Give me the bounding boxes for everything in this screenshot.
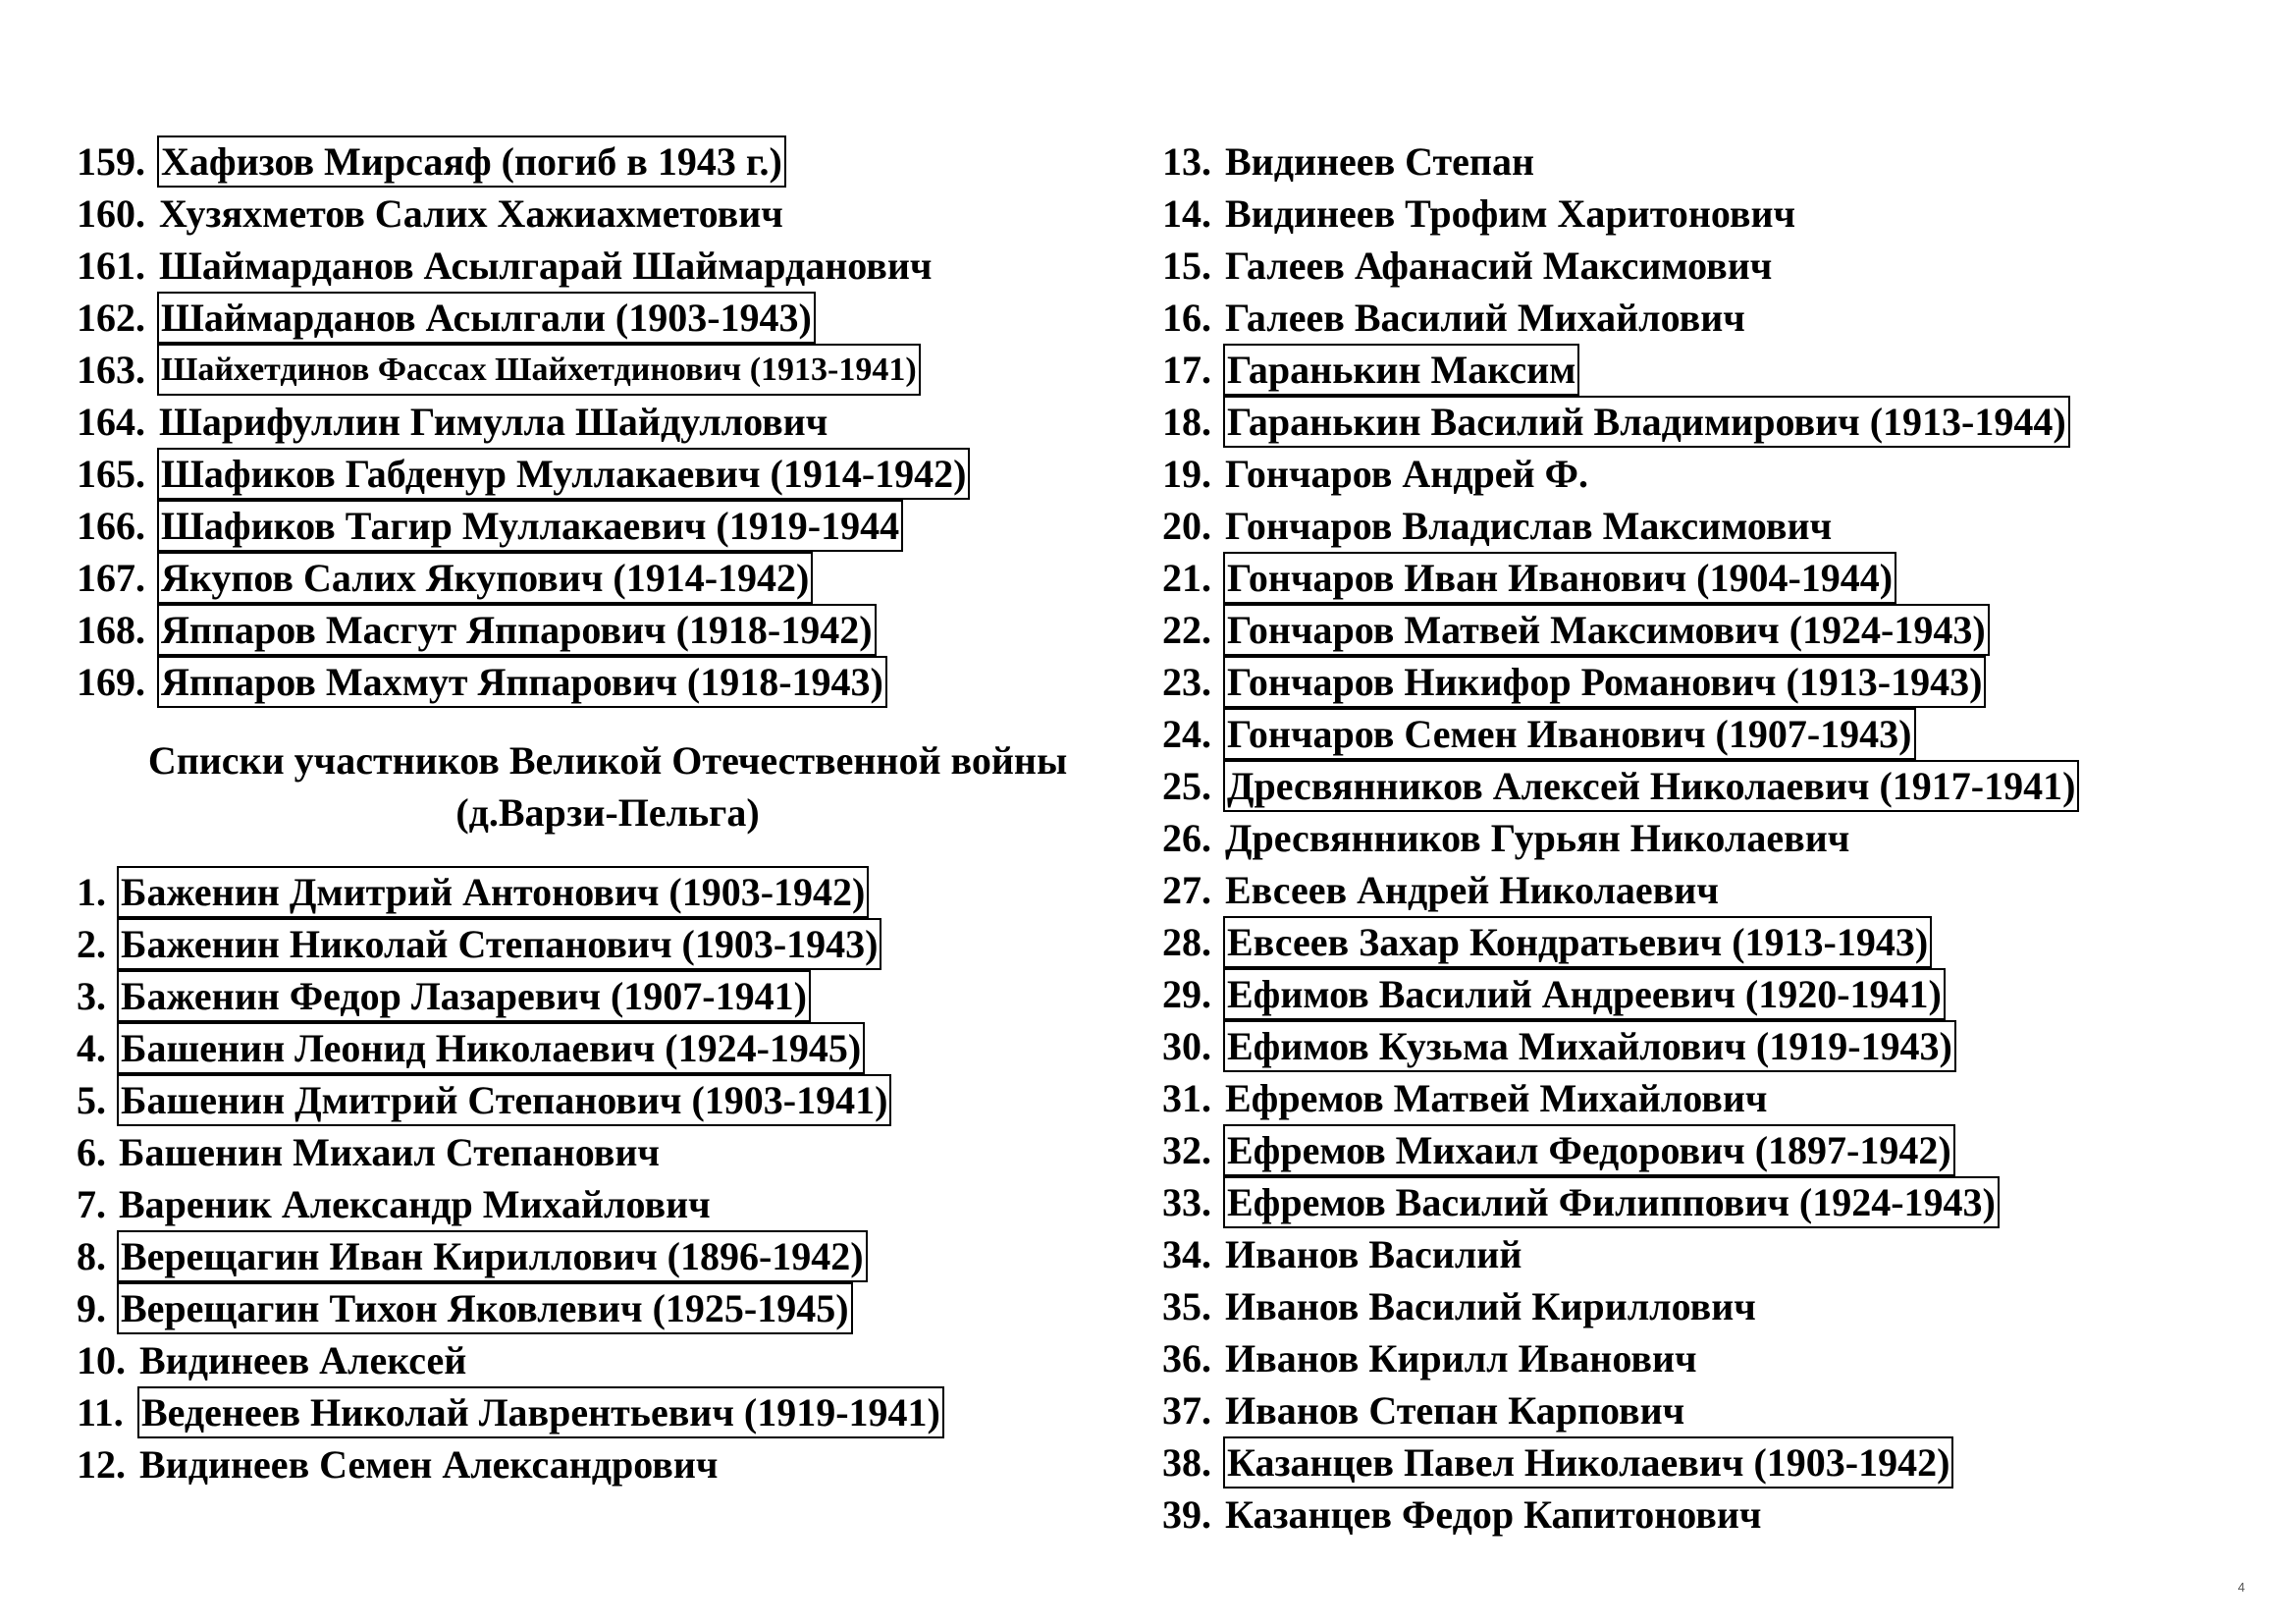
item-number: 13.: [1162, 139, 1211, 184]
list-part-2: [77, 866, 1147, 1490]
list-item: [1162, 292, 2203, 344]
item-number: 18.: [1162, 400, 1211, 444]
item-number: 24.: [1162, 712, 1211, 756]
item-name: Видинеев Трофим Харитонович: [1225, 191, 1796, 236]
item-number: 14.: [1162, 191, 1211, 236]
list-item: [77, 1230, 1147, 1282]
item-name: Евсеев Захар Кондратьевич (1913-1943): [1223, 916, 1932, 968]
item-name: Гончаров Никифор Романович (1913-1943): [1223, 656, 1986, 708]
item-name: Шаймарданов Асылгали (1903-1943): [157, 292, 816, 344]
item-number: 7.: [77, 1182, 106, 1226]
left-column: [77, 135, 1147, 1490]
list-item: [77, 500, 1147, 552]
item-name: Шафиков Тагир Муллакаевич (1919-1944: [157, 500, 903, 552]
item-name: Баженин Николай Степанович (1903-1943): [117, 918, 881, 970]
item-number: 15.: [1162, 244, 1211, 288]
item-name: Видинеев Семен Александрович: [139, 1442, 719, 1487]
item-name: Яппаров Масгут Яппарович (1918-1942): [157, 604, 877, 656]
item-number: 28.: [1162, 920, 1211, 964]
page-number: 4: [2237, 1580, 2245, 1595]
item-number: 165.: [77, 452, 145, 496]
item-name: Гончаров Андрей Ф.: [1225, 452, 1588, 496]
list-item: [1162, 1384, 2203, 1436]
item-name: Гаранькин Максим: [1223, 344, 1579, 396]
item-number: 164.: [77, 400, 145, 444]
item-number: 1.: [77, 870, 106, 914]
item-number: 36.: [1162, 1336, 1211, 1380]
item-number: 22.: [1162, 608, 1211, 652]
list-item: [77, 1282, 1147, 1334]
list-item: [77, 970, 1147, 1022]
section-heading: [77, 734, 1139, 839]
item-number: 12.: [77, 1442, 126, 1487]
item-name: Видинеев Степан: [1225, 139, 1535, 184]
list-item: [1162, 760, 2203, 812]
item-number: 30.: [1162, 1024, 1211, 1068]
list-item: [1162, 552, 2203, 604]
list-item: [1162, 344, 2203, 396]
item-number: 169.: [77, 660, 145, 704]
list-item: [1162, 135, 2203, 188]
list-item: [77, 292, 1147, 344]
list-item: [77, 240, 1147, 292]
list-item: [77, 1074, 1147, 1126]
item-name: Иванов Василий: [1225, 1232, 1522, 1276]
list-part-3: [1162, 135, 2203, 1541]
item-number: 16.: [1162, 296, 1211, 340]
item-number: 35.: [1162, 1284, 1211, 1328]
item-name: Якупов Салих Якупович (1914-1942): [157, 552, 813, 604]
item-name: Баженин Федор Лазаревич (1907-1941): [117, 970, 811, 1022]
item-name: Башенин Дмитрий Степанович (1903-1941): [117, 1074, 891, 1126]
item-number: 168.: [77, 608, 145, 652]
item-number: 29.: [1162, 972, 1211, 1016]
item-name: Баженин Дмитрий Антонович (1903-1942): [117, 866, 869, 918]
list-item: [77, 552, 1147, 604]
list-item: [1162, 1436, 2203, 1489]
item-name: Гаранькин Василий Владимирович (1913-1944): [1223, 396, 2070, 448]
item-number: 10.: [77, 1338, 126, 1382]
list-item: [1162, 1332, 2203, 1384]
item-number: 9.: [77, 1286, 106, 1330]
list-item: [77, 1386, 1147, 1438]
list-item: [1162, 708, 2203, 760]
list-item: [1162, 1489, 2203, 1541]
item-number: 33.: [1162, 1180, 1211, 1224]
item-name: Галеев Василий Михайлович: [1225, 296, 1745, 340]
item-number: 161.: [77, 244, 145, 288]
item-name: Гончаров Иван Иванович (1904-1944): [1223, 552, 1896, 604]
list-item: [1162, 656, 2203, 708]
list-item: [1162, 604, 2203, 656]
list-item: [77, 656, 1147, 708]
item-name: Видинеев Алексей: [139, 1338, 467, 1382]
item-name: Иванов Кирилл Иванович: [1225, 1336, 1697, 1380]
item-name: Хафизов Мирсаяф (погиб в 1943 г.): [157, 135, 786, 188]
item-name: Дресвянников Алексей Николаевич (1917-1941): [1223, 760, 2079, 812]
item-number: 166.: [77, 504, 145, 548]
item-number: 160.: [77, 191, 145, 236]
list-item: [77, 1438, 1147, 1490]
list-item: [1162, 1072, 2203, 1124]
item-name: Ефимов Кузьма Михайлович (1919-1943): [1223, 1020, 1956, 1072]
item-name: Гончаров Матвей Максимович (1924-1943): [1223, 604, 1990, 656]
item-name: Ефимов Василий Андреевич (1920-1941): [1223, 968, 1946, 1020]
item-number: 3.: [77, 974, 106, 1018]
item-number: 20.: [1162, 504, 1211, 548]
item-name: Башенин Михаил Степанович: [119, 1130, 660, 1174]
list-item: [77, 188, 1147, 240]
list-part-1: [77, 135, 1147, 708]
item-number: 38.: [1162, 1440, 1211, 1485]
list-item: [1162, 1124, 2203, 1176]
list-item: [1162, 188, 2203, 240]
item-number: 27.: [1162, 868, 1211, 912]
item-number: 163.: [77, 348, 145, 392]
list-item: [1162, 396, 2203, 448]
list-item: [77, 918, 1147, 970]
item-number: 23.: [1162, 660, 1211, 704]
list-item: [77, 1126, 1147, 1178]
item-number: 2.: [77, 922, 106, 966]
list-item: [77, 344, 1147, 396]
item-number: 167.: [77, 556, 145, 600]
item-name: Гончаров Владислав Максимович: [1225, 504, 1833, 548]
item-name: Галеев Афанасий Максимович: [1225, 244, 1773, 288]
heading-line-1: Списки участников Великой Отечественной войны: [147, 738, 1068, 783]
list-item: [77, 448, 1147, 500]
item-number: 37.: [1162, 1388, 1211, 1433]
item-name: Ефремов Михаил Федорович (1897-1942): [1223, 1124, 1955, 1176]
heading-line-2: (д.Варзи-Пельга): [455, 790, 760, 835]
item-name: Шарифуллин Гимулла Шайдуллович: [159, 400, 828, 444]
item-number: 26.: [1162, 816, 1211, 860]
right-column: [1162, 135, 2203, 1541]
item-number: 25.: [1162, 764, 1211, 808]
list-item: [1162, 448, 2203, 500]
list-item: [1162, 1280, 2203, 1332]
item-name: Шаймарданов Асылгарай Шаймарданович: [159, 244, 933, 288]
item-name: Хузяхметов Салих Хажиахметович: [159, 191, 783, 236]
list-item: [1162, 864, 2203, 916]
item-number: 6.: [77, 1130, 106, 1174]
list-item: [1162, 1020, 2203, 1072]
item-name: Шайхетдинов Фассах Шайхетдинович (1913-1941): [157, 344, 921, 396]
item-name: Казанцев Павел Николаевич (1903-1942): [1223, 1436, 1953, 1489]
item-name: Вареник Александр Михайлович: [119, 1182, 711, 1226]
list-item: [1162, 916, 2203, 968]
item-name: Иванов Василий Кириллович: [1225, 1284, 1756, 1328]
item-name: Ефремов Василий Филиппович (1924-1943): [1223, 1176, 2000, 1228]
item-number: 21.: [1162, 556, 1211, 600]
list-item: [77, 604, 1147, 656]
list-item: [1162, 1228, 2203, 1280]
list-item: [1162, 812, 2203, 864]
item-name: Иванов Степан Карпович: [1225, 1388, 1685, 1433]
item-number: 8.: [77, 1234, 106, 1278]
item-name: Веденеев Николай Лаврентьевич (1919-1941): [137, 1386, 944, 1438]
item-name: Гончаров Семен Иванович (1907-1943): [1223, 708, 1916, 760]
item-number: 4.: [77, 1026, 106, 1070]
list-item: [77, 866, 1147, 918]
list-item: [1162, 968, 2203, 1020]
item-name: Евсеев Андрей Николаевич: [1225, 868, 1719, 912]
item-number: 39.: [1162, 1492, 1211, 1537]
item-number: 32.: [1162, 1128, 1211, 1172]
list-item: [77, 1334, 1147, 1386]
item-number: 159.: [77, 139, 145, 184]
item-name: Верещагин Иван Кириллович (1896-1942): [117, 1230, 868, 1282]
item-number: 31.: [1162, 1076, 1211, 1120]
item-name: Башенин Леонид Николаевич (1924-1945): [117, 1022, 865, 1074]
item-number: 34.: [1162, 1232, 1211, 1276]
list-item: [77, 135, 1147, 188]
list-item: [77, 1022, 1147, 1074]
item-name: Яппаров Махмут Яппарович (1918-1943): [157, 656, 887, 708]
list-item: [77, 396, 1147, 448]
item-name: Дресвянников Гурьян Николаевич: [1225, 816, 1850, 860]
list-item: [77, 1178, 1147, 1230]
list-item: [1162, 500, 2203, 552]
item-name: Шафиков Габденур Муллакаевич (1914-1942): [157, 448, 970, 500]
item-number: 11.: [77, 1390, 124, 1435]
list-item: [1162, 1176, 2203, 1228]
list-item: [1162, 240, 2203, 292]
item-name: Казанцев Федор Капитонович: [1225, 1492, 1762, 1537]
item-number: 162.: [77, 296, 145, 340]
item-name: Верещагин Тихон Яковлевич (1925-1945): [117, 1282, 853, 1334]
item-number: 5.: [77, 1078, 106, 1122]
item-name: Ефремов Матвей Михайлович: [1225, 1076, 1768, 1120]
item-number: 17.: [1162, 348, 1211, 392]
item-number: 19.: [1162, 452, 1211, 496]
